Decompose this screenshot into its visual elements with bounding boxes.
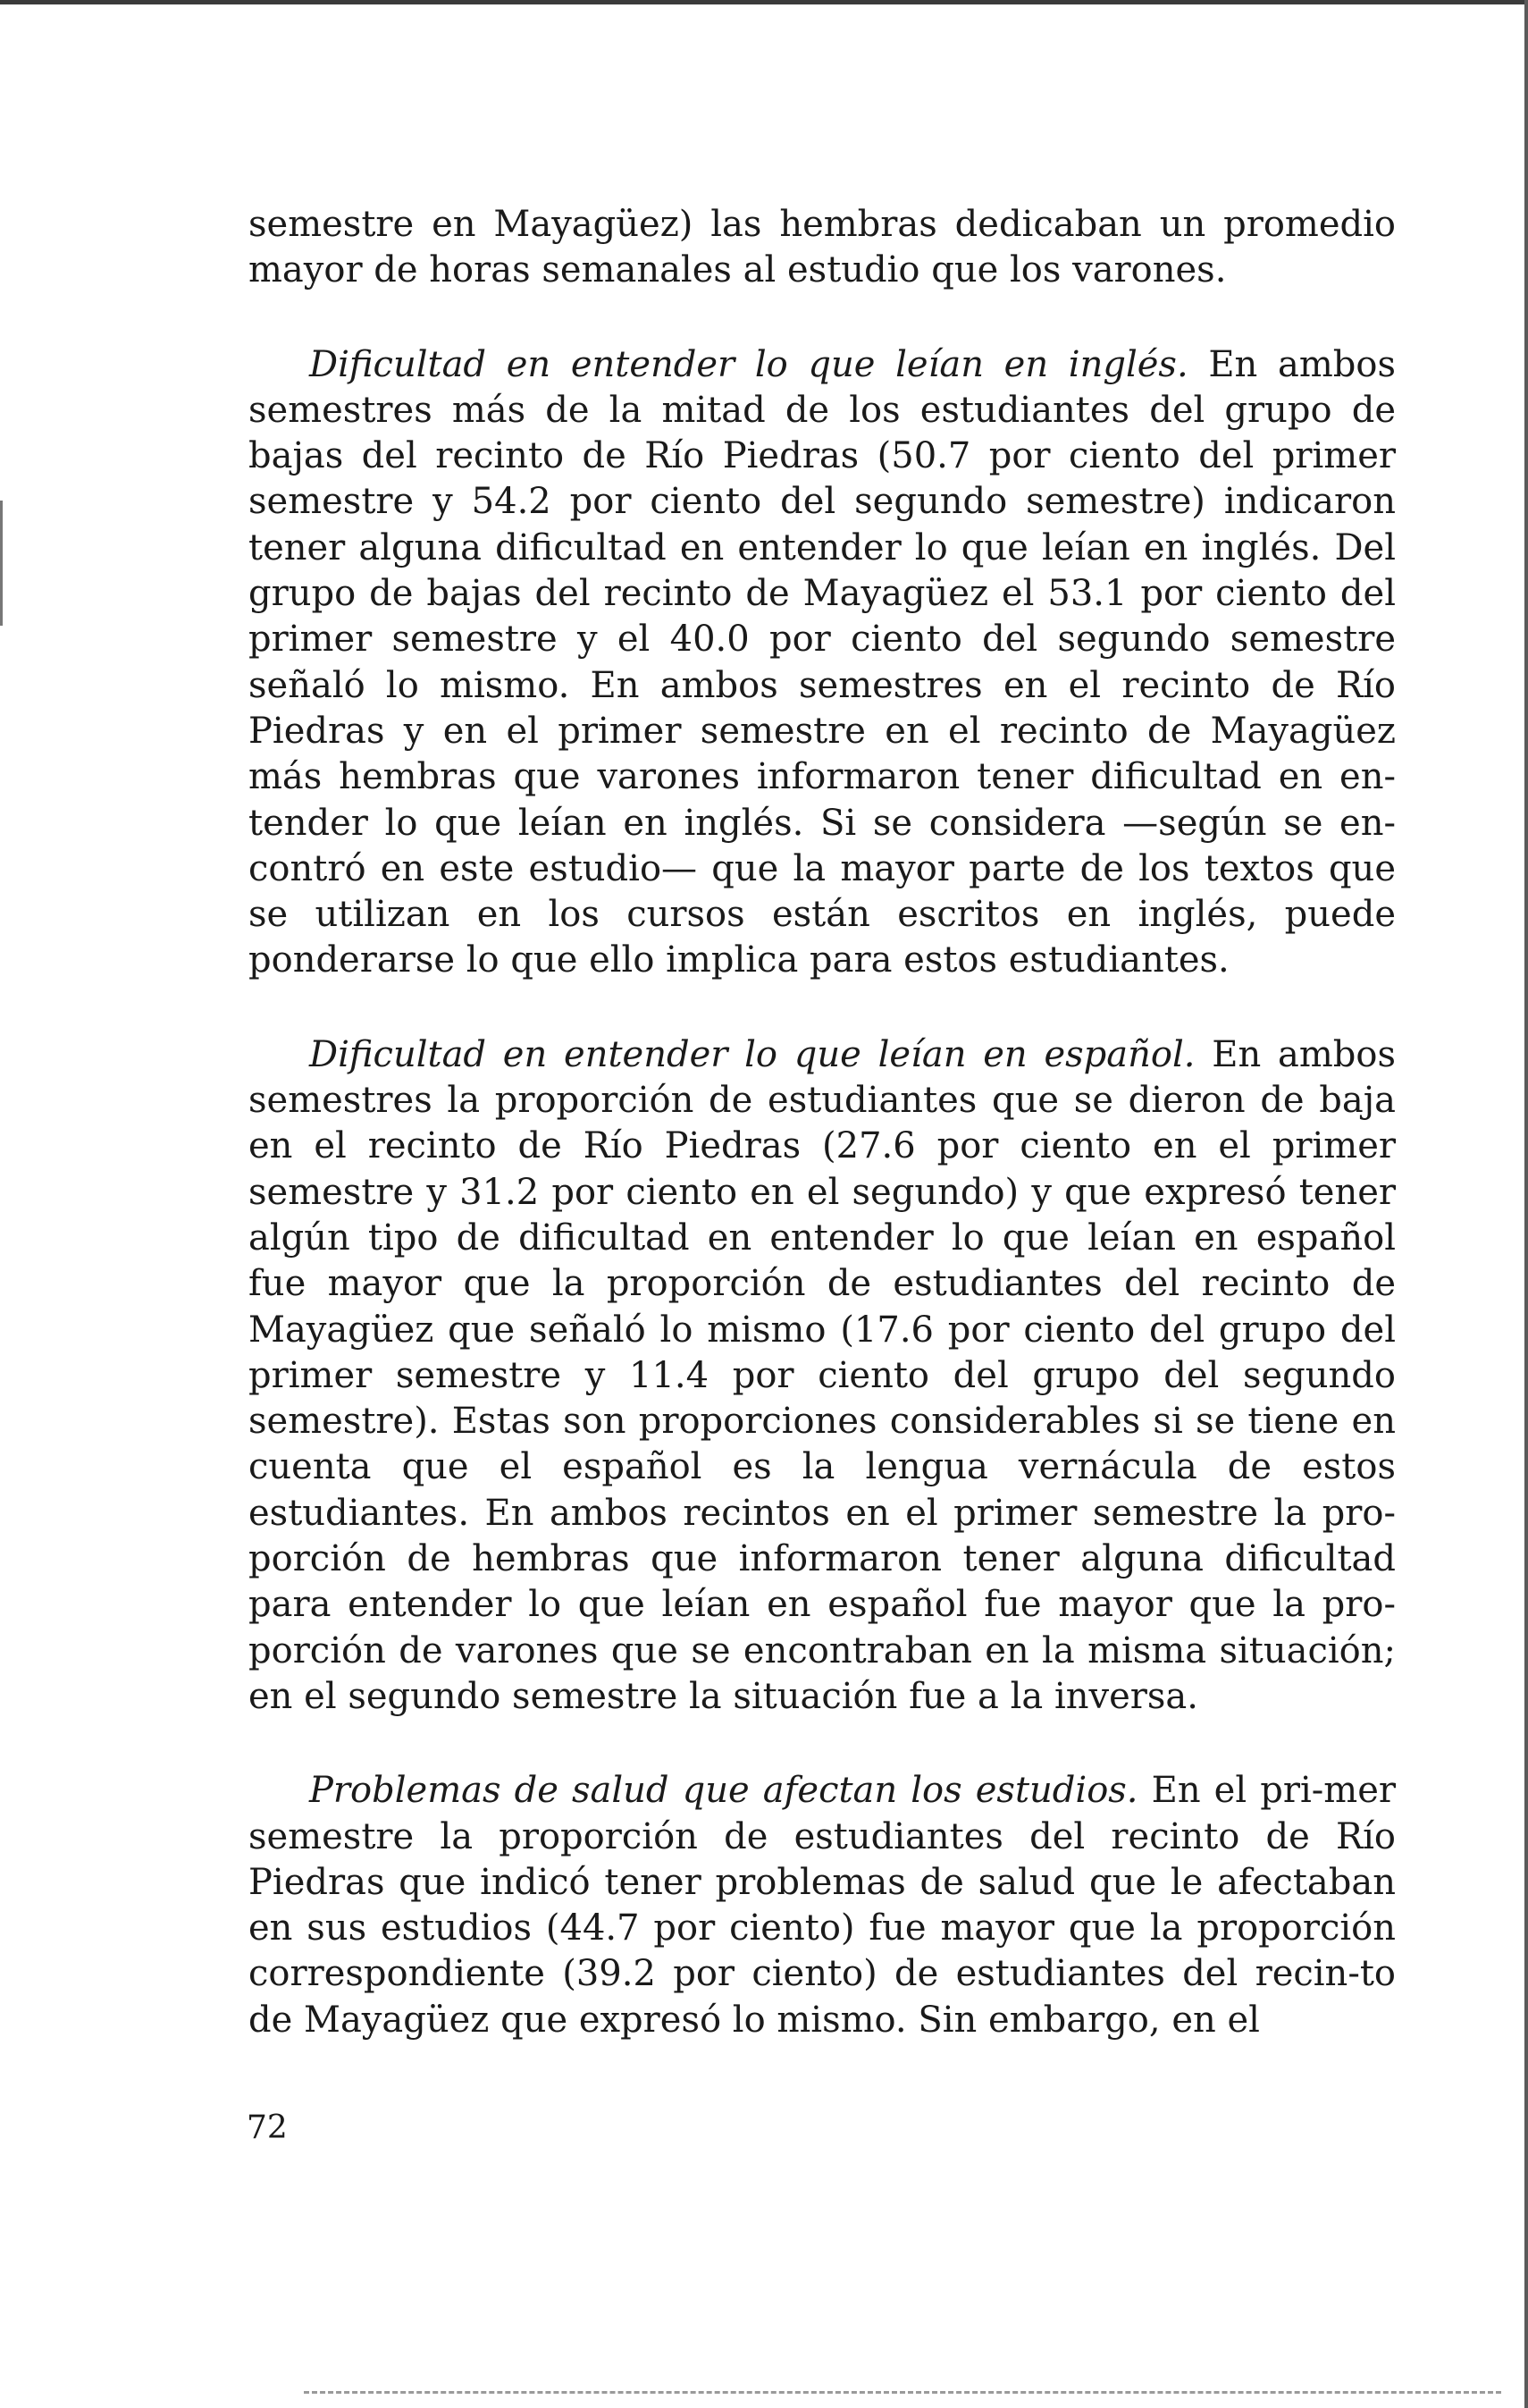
section-heading-ingles: Dificultad en entender lo que leían en inglés.: [309, 343, 1188, 385]
page-top-border: [0, 0, 1528, 4]
paragraph-espanol: [248, 1032, 1396, 1720]
page-number: 72: [247, 2109, 288, 2146]
paragraph-text: En ambos semestres la proporción de estudiantes que se dieron de baja en el recinto de Río Piedras (27.6 por ciento en el primer semestre y 31.2 por ciento en el segundo) y que expresó tener algún tipo de dificultad en entender lo que leían en español fue mayor que la proporción de estudiantes del recinto de Mayagüez que señaló lo mismo (17.6 por ciento del grupo del primer semestre y 11.4 por ciento del grupo del segundo semestre). Estas son proporciones considerables si se tiene en cuenta que el español es la lengua vernácula de estos estudiantes. En ambos recintos en el primer semestre la pro-porción de hembras que informaron tener alguna dificultad para entender lo que leían en español fue mayor que la pro-porción de varones que se encontraban en la misma situación; en el segundo semestre la situación fue a la inversa.: [248, 1033, 1396, 1717]
page-body: [248, 202, 1396, 2092]
paragraph-ingles: [248, 342, 1396, 984]
paragraph-text: En el pri-mer semestre la proporción de estudiantes del recinto de Río Piedras que indicó tener problemas de salud que le afectaban en sus estudios (44.7 por ciento) fue mayor que la proporción correspondiente (39.2 por ciento) de estudiantes del recin-to de Mayagüez que expresó lo mismo. Sin embargo, en el: [248, 1770, 1397, 2041]
paragraph-salud: [248, 1768, 1396, 2043]
paragraph-text: semestre en Mayagüez) las hembras dedicaban un promedio mayor de horas semanales al estudio que los varones.: [248, 204, 1396, 291]
page-left-edge-mark: [0, 501, 3, 626]
section-heading-espanol: Dificultad en entender lo que leían en español.: [309, 1033, 1196, 1075]
section-heading-salud: Problemas de salud que afectan los estudios.: [309, 1770, 1138, 1812]
scan-bottom-edge: [304, 2391, 1501, 2394]
paragraph-continuation: [248, 202, 1396, 294]
page-right-border: [1524, 0, 1528, 2408]
paragraph-text: En ambos semestres más de la mitad de los estudiantes del grupo de bajas del recinto de Río Piedras (50.7 por ciento del primer semestre y 54.2 por ciento del segundo semestre) indicaron tener alguna dificultad en entender lo que leían en inglés. Del grupo de bajas del recinto de Mayagüez el 53.1 por ciento del primer semestre y el 40.0 por ciento del segundo semestre señaló lo mismo. En ambos semestres en el recinto de Río Piedras y en el primer semestre en el recinto de Mayagüez más hembras que varones informaron tener dificultad en en-tender lo que leían en inglés. Si se considera —según se en-contró en este estudio— que la mayor parte de los textos que se utilizan en los cursos están escritos en inglés, puede ponderarse lo que ello implica para estos estudiantes.: [248, 343, 1396, 981]
